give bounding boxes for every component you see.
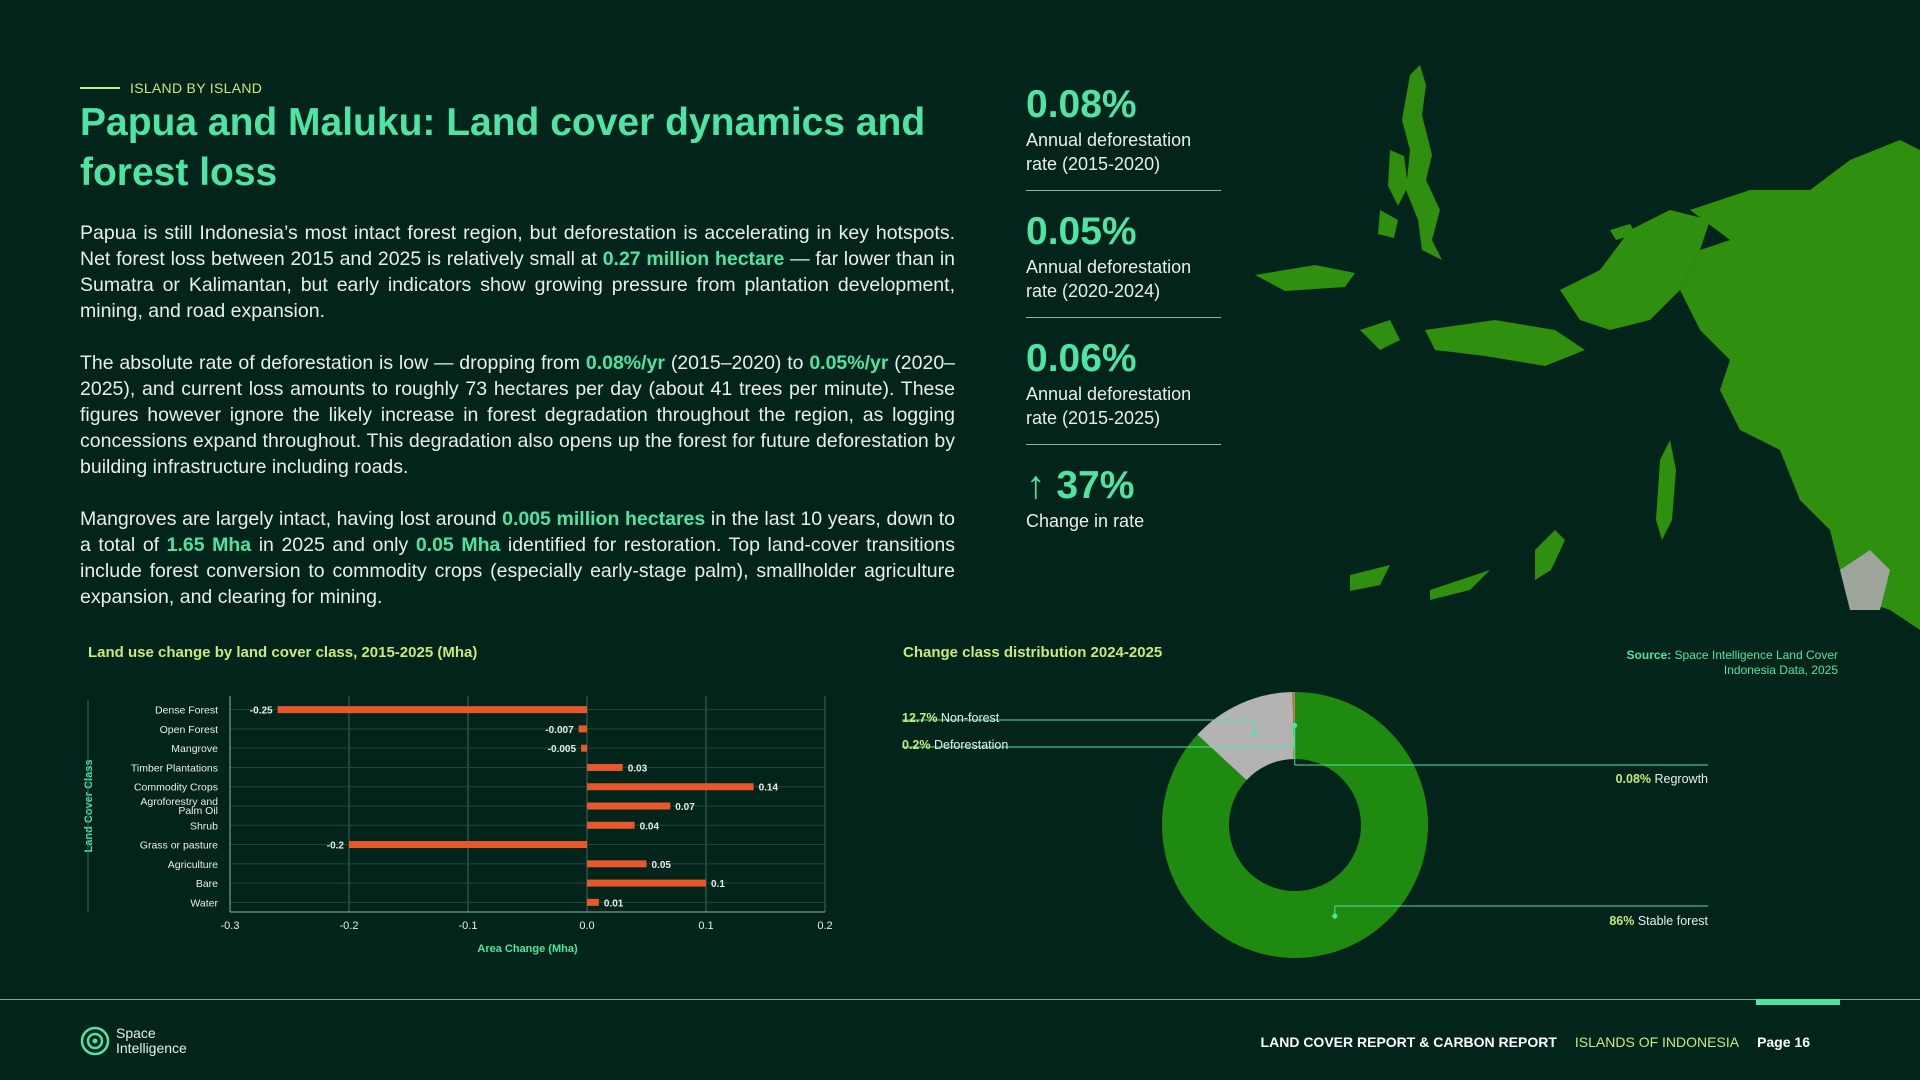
bar: [587, 783, 754, 790]
bar: [349, 841, 587, 848]
data-label: -0.25: [249, 705, 273, 717]
legend-percent: 0.08%: [1615, 772, 1655, 786]
legend-percent: 0.2%: [902, 738, 934, 752]
bar: [587, 880, 706, 887]
p3-highlight-3: 0.05 Mha: [415, 534, 501, 556]
bar: [587, 822, 635, 829]
stat-label: Annual deforestation rate (2020-2024): [1026, 257, 1192, 301]
bar: [587, 860, 647, 867]
p2-highlight-2: 0.05%/yr: [809, 352, 889, 374]
stat-item: [1026, 463, 1221, 547]
p1-highlight-1: 0.27 million hectare: [602, 248, 785, 270]
x-tick-label: -0.3: [220, 920, 240, 932]
footer-accent-bar: [1756, 999, 1840, 1005]
x-tick-label: 0.0: [579, 920, 595, 932]
papua-maluku-map: [1250, 30, 1920, 650]
leader-dot: [1332, 914, 1337, 919]
stat-item: [1026, 336, 1221, 445]
p3-text-d: identified for restoration. Top land-cover transitions include forest conversion to commodity crops (especially early-stage palm), smallholder agriculture expansion, and clearing for mining.: [80, 534, 956, 608]
stat-item: [1026, 209, 1221, 318]
category-label: Agroforestry and: [140, 796, 218, 808]
bar: [587, 764, 623, 771]
page-title: Papua and Maluku: Land cover dynamics and forest loss: [80, 101, 926, 194]
stat-item: [1026, 82, 1221, 191]
category-label: Bare: [195, 878, 218, 891]
legend-label: Deforestation: [933, 738, 1009, 752]
category-label: Agriculture: [167, 858, 218, 871]
data-label: -0.005: [547, 744, 577, 756]
footer-divider: [0, 999, 1920, 1000]
stat-value: 0.05%: [1026, 210, 1137, 253]
legend-percent: 86%: [1609, 914, 1638, 928]
page-number: Page 16: [1757, 1034, 1810, 1050]
data-label: 0.04: [639, 821, 660, 833]
change-class-donut-chart: [900, 680, 1720, 970]
category-label: Timber Plantations: [130, 762, 218, 775]
paragraph-3: [80, 506, 955, 610]
data-label: -0.2: [326, 840, 344, 852]
category-label: Palm Oil: [178, 805, 218, 817]
x-tick-label: 0.1: [698, 920, 714, 932]
legend-entry: [1609, 914, 1708, 928]
paragraph-1: [80, 220, 955, 324]
category-label: Commodity Crops: [133, 781, 218, 794]
logo-line-1: Space: [116, 1025, 156, 1041]
map-landmass: [1255, 65, 1920, 630]
footer-meta: [1261, 1034, 1810, 1050]
x-tick-label: 0.2: [817, 920, 833, 932]
legend-label: Regrowth: [1654, 772, 1708, 786]
p3-highlight-2: 1.65 Mha: [166, 534, 252, 556]
data-label: 0.01: [603, 898, 624, 910]
legend-entry: [902, 738, 1008, 752]
x-axis-label: Area Change (Mha): [477, 943, 578, 955]
bar: [579, 725, 587, 732]
p3-highlight-1: 0.005 million hectares: [502, 508, 706, 530]
bar-chart-title: Land use change by land cover class, 2015-2025 (Mha): [88, 644, 478, 661]
leader-dot: [1252, 732, 1257, 737]
paragraph-2: [80, 350, 955, 480]
category-label: Dense Forest: [154, 704, 218, 717]
stat-value: ↑ 37%: [1026, 464, 1135, 507]
legend-label: Stable forest: [1637, 914, 1708, 928]
footer-report-title: LAND COVER REPORT & CARBON REPORT: [1260, 1034, 1557, 1050]
stat-value: 0.06%: [1026, 337, 1137, 380]
data-label: 0.07: [675, 802, 695, 813]
category-label: Mangrove: [171, 743, 218, 756]
leader-dot: [1292, 723, 1297, 728]
logo-line-2: Intelligence: [116, 1040, 187, 1056]
category-label: Grass or pasture: [139, 839, 218, 852]
x-tick-label: -0.1: [458, 920, 478, 932]
p3-text-b: in the last 10 years, down to a total of: [80, 508, 955, 556]
bar: [587, 899, 599, 906]
legend-entry: [902, 711, 1000, 725]
stat-value: 0.08%: [1026, 83, 1137, 126]
logo-icon: [80, 1026, 110, 1056]
p1-text-a: Papua is still Indonesia’s most intact forest region, but deforestation is accelerating in key hotspots. Net forest loss between 2015 and 2025 is relatively small at: [80, 222, 955, 270]
bar: [587, 803, 670, 810]
source-label: Source:: [1626, 648, 1672, 662]
y-axis-label: Land Cover Class: [83, 759, 95, 853]
data-label: 0.03: [627, 763, 648, 775]
source-note: [1600, 648, 1838, 678]
category-label: Shrub: [189, 820, 218, 833]
legend-percent: 12.7%: [902, 711, 941, 725]
data-label: 0.1: [711, 879, 725, 891]
p2-text-b: (2015–2020) to: [665, 352, 810, 374]
p1-text-b: — far lower than in Sumatra or Kalimantan, but early indicators show growing pressure from plantation development, mining, and road expansion.: [80, 248, 956, 322]
p3-text-c: in 2025 and only: [251, 534, 416, 556]
space-intelligence-logo: [80, 1026, 187, 1056]
eyebrow-line: [80, 87, 120, 89]
data-label: 0.05: [651, 859, 671, 871]
x-tick-label: -0.2: [339, 920, 359, 932]
footer-islands-link[interactable]: ISLANDS OF INDONESIA: [1574, 1034, 1740, 1050]
section-eyebrow: [80, 80, 262, 96]
bar: [278, 706, 587, 713]
category-label: Water: [190, 897, 218, 910]
legend-entry: [1616, 772, 1708, 786]
data-label: 0.14: [758, 782, 779, 794]
data-label: -0.007: [545, 724, 574, 736]
logo-text: [116, 1026, 187, 1056]
p2-highlight-1: 0.08%/yr: [585, 352, 665, 374]
stat-label: Change in rate: [1026, 511, 1145, 531]
legend-label: Non-forest: [940, 711, 1000, 725]
stats-panel: [1026, 82, 1221, 565]
stat-label: Annual deforestation rate (2015-2025): [1026, 384, 1192, 428]
stat-label: Annual deforestation rate (2015-2020): [1026, 130, 1192, 174]
source-text: Space Intelligence Land Cover Indonesia Data, 2025: [1671, 648, 1838, 677]
eyebrow-text: ISLAND BY ISLAND: [130, 80, 263, 96]
p2-text-a: The absolute rate of deforestation is low — dropping from: [80, 352, 586, 374]
land-use-bar-chart: [70, 690, 850, 970]
p2-text-c: (2020–2025), and current loss amounts to roughly 73 hectares per day (about 41 trees per minute). These figures however ignore the likely increase in forest degradation throughout the region, as logging concessions expand throughout. This degradation also opens up the forest for future deforestation by building infrastructure including roads.: [80, 352, 956, 478]
bar: [581, 745, 587, 752]
p3-text-a: Mangroves are largely intact, having lost around: [80, 508, 503, 530]
category-label: Open Forest: [159, 723, 218, 736]
donut-chart-title: Change class distribution 2024-2025: [903, 644, 1163, 661]
